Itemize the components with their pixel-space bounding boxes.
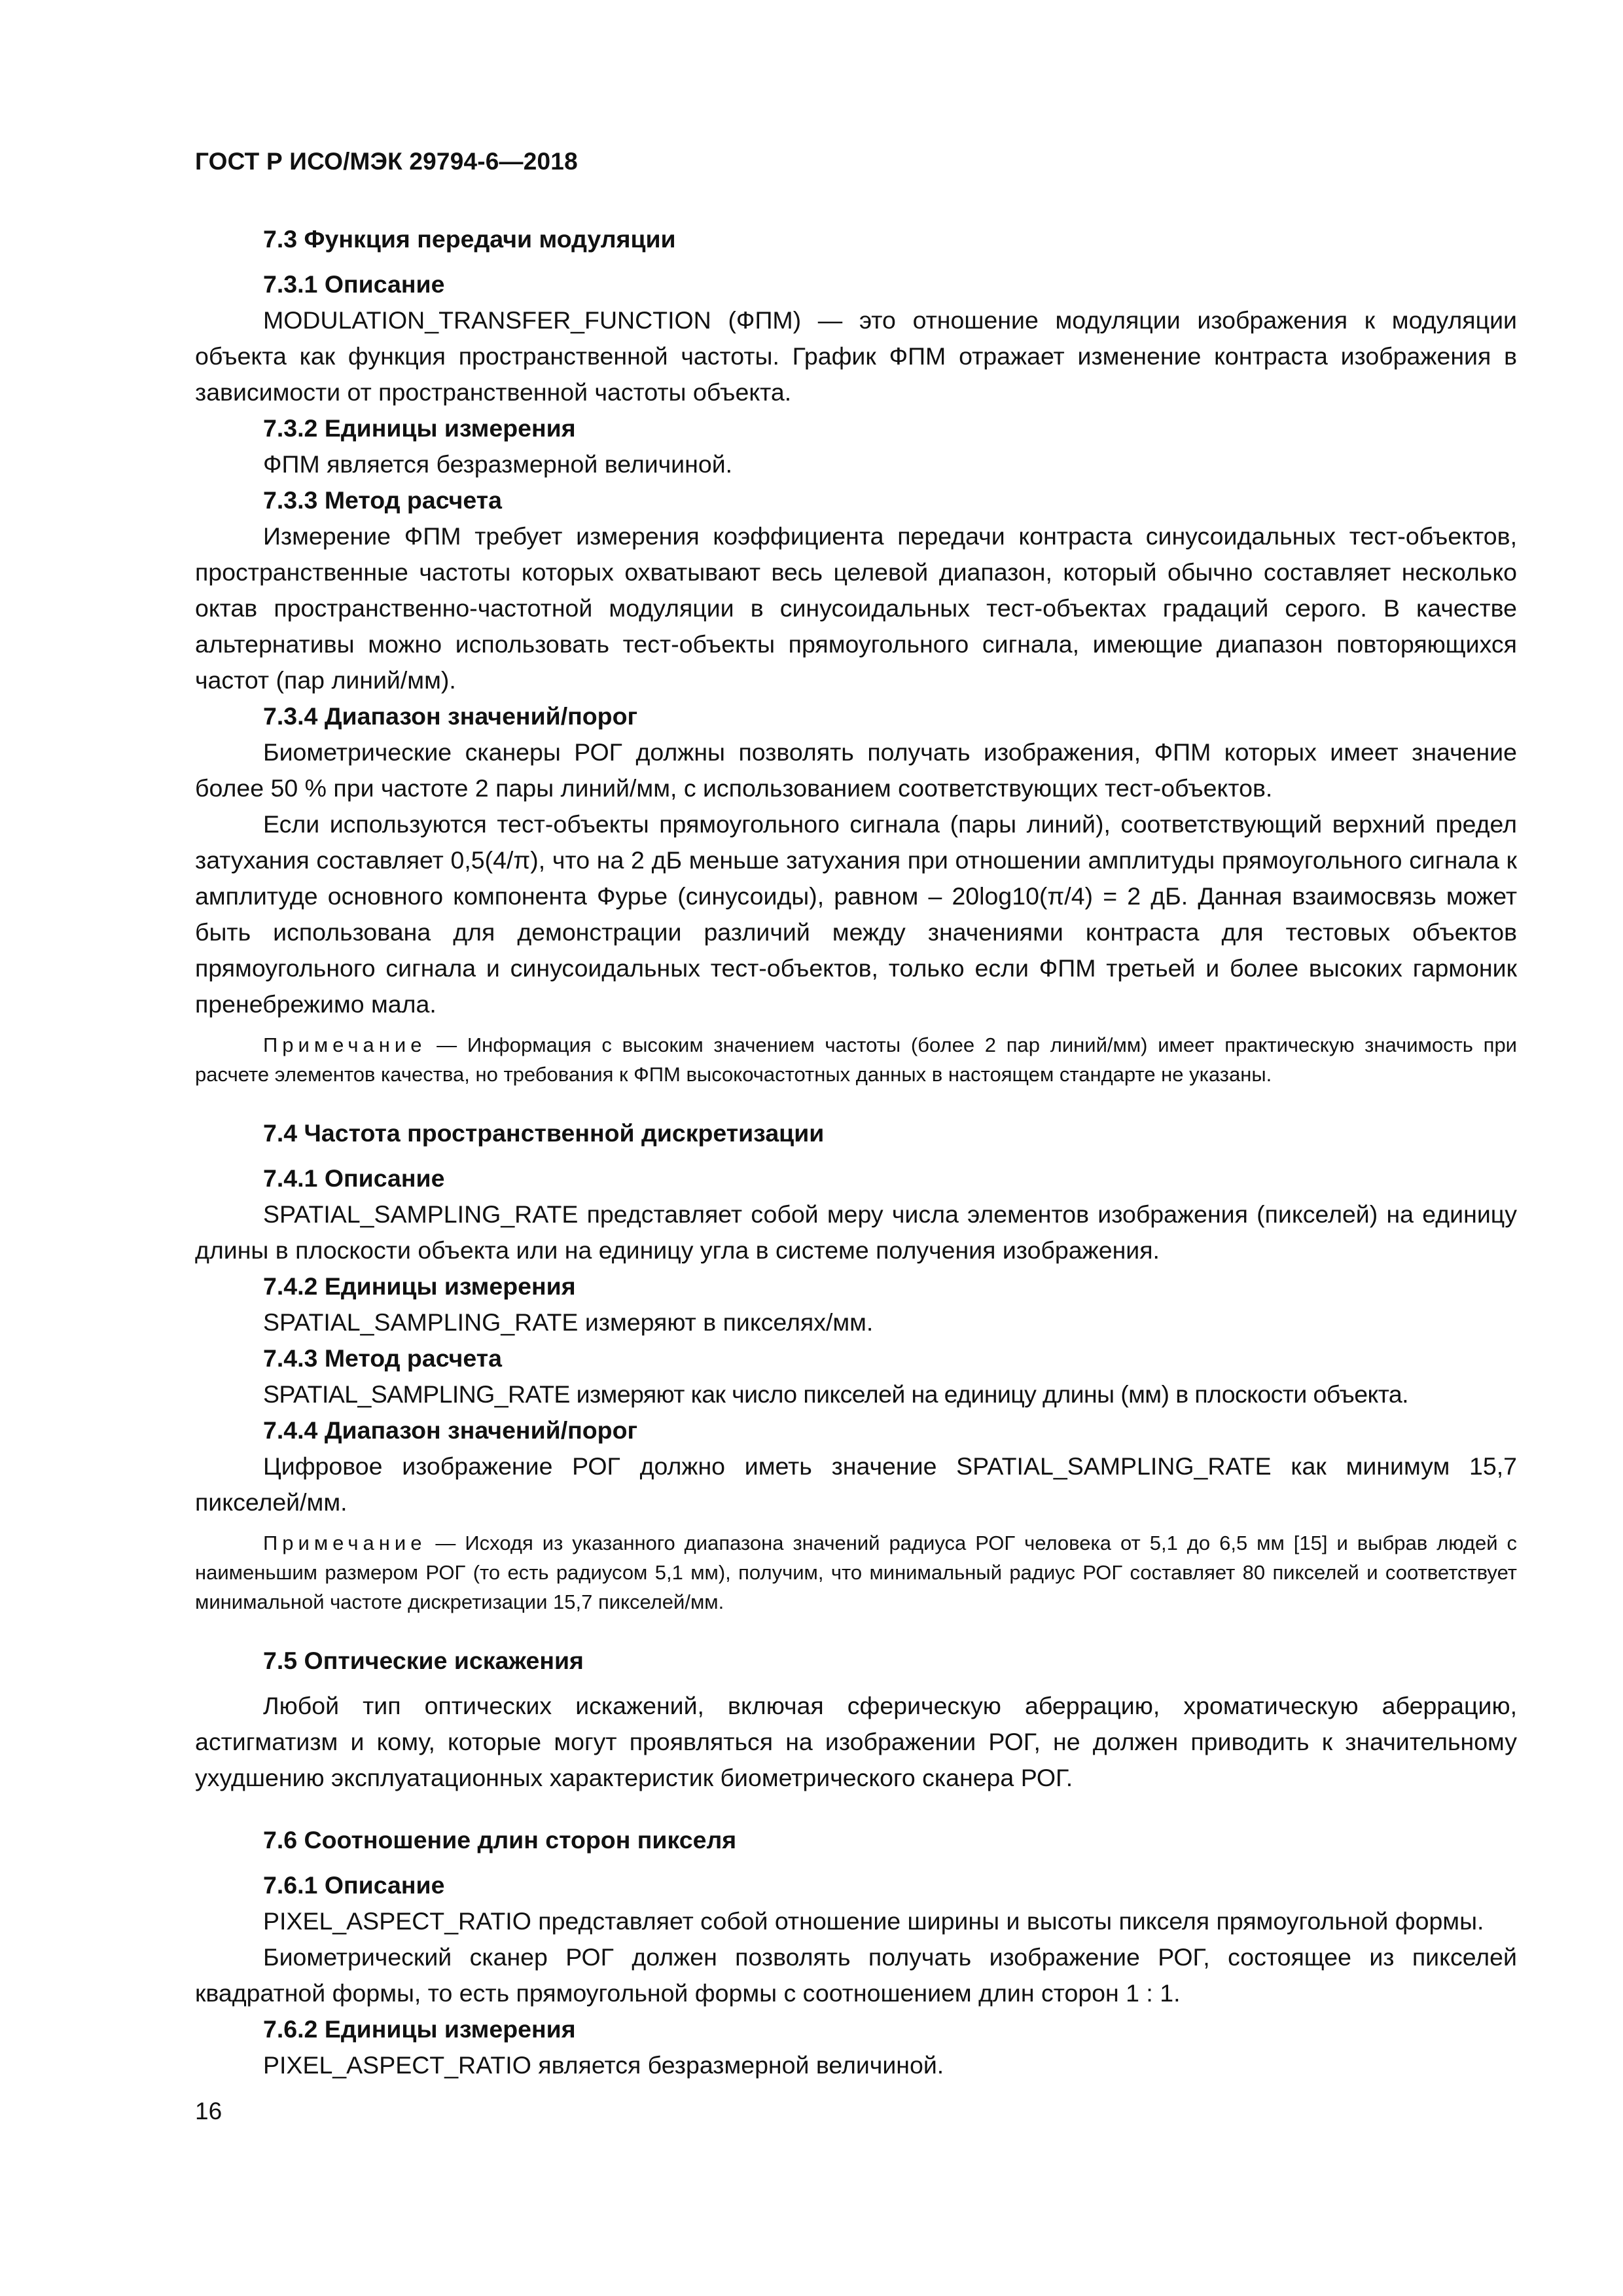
subsection-7-4-3-text: SPATIAL_SAMPLING_RATE измеряют как число пикселей на единицу длины (мм) в плоскости объекта. (263, 1380, 1408, 1408)
subsection-7-4-1-text: SPATIAL_SAMPLING_RATE представляет собой меру числа элементов изображения (пикселей) на единицу длины в плоскости объекта или на единицу угла в системе получения изображения. (195, 1200, 1517, 1264)
section-7-3-title: 7.3 Функция передачи модуляции (263, 225, 676, 253)
subsection-7-3-4-text-2: Если используются тест-объекты прямоугольного сигнала (пары линий), соответствующий верхний предел затухания составляет 0,5(4/π), что на 2 дБ меньше затухания при отношении амплитуды прямоугольного сигнала к амплитуде основного компонента Фурье (синусоиды), равном – 20log10(π/4) = 2 дБ. Данная взаимосвязь может быть использована для демонстрации различий между значениями контраста для тестовых объектов прямоугольного сигнала и синусоидальных тест-объектов, только если ФПМ третьей и более высоких гармоник пренебрежимо мала. (195, 810, 1517, 1018)
standard-header: ГОСТ Р ИСО/МЭК 29794-6—2018 (195, 148, 578, 175)
subsection-7-6-1-text-2: Биометрический сканер РОГ должен позволять получать изображение РОГ, состоящее из пикселей квадратной формы, то есть прямоугольной формы с соотношением длин сторон 1 : 1. (195, 1943, 1517, 2007)
note-label: Примечание (263, 1033, 427, 1056)
subsection-7-6-2-title: 7.6.2 Единицы измерения (263, 2015, 576, 2043)
section-7-5-text: Любой тип оптических искажений, включая сферическую аберрацию, хроматическую аберрацию, астигматизм и кому, которые могут проявляться на изображении РОГ, не должен приводить к значительному ухудшению эксплуатационных характеристик биометрического сканера РОГ. (195, 1692, 1517, 1791)
section-7-4-title: 7.4 Частота пространственной дискретизации (263, 1119, 825, 1147)
subsection-7-6-1-title: 7.6.1 Описание (263, 1871, 445, 1899)
subsection-7-3-1-title: 7.3.1 Описание (263, 270, 445, 298)
subsection-7-6-1-text-1: PIXEL_ASPECT_RATIO представляет собой отношение ширины и высоты пикселя прямоугольной формы. (263, 1907, 1484, 1935)
section-7-6-title: 7.6 Соотношение длин сторон пикселя (263, 1826, 737, 1854)
note-text: — Исходя из указанного диапазона значений радиуса РОГ человека от 5,1 до 6,5 мм [15] и выбрав людей с наименьшим размером РОГ (то есть радиусом 5,1 мм), получим, что минимальный радиус РОГ составляет 80 пикселей и соответствует минимальной частоте дискретизации 15,7 пикселей/мм. (195, 1532, 1517, 1613)
subsection-7-4-4-text: Цифровое изображение РОГ должно иметь значение SPATIAL_SAMPLING_RATE как минимум 15,7 пикселей/мм. (195, 1452, 1517, 1516)
subsection-7-4-2-text: SPATIAL_SAMPLING_RATE измеряют в пикселях/мм. (263, 1308, 874, 1336)
subsection-7-6-2-text: PIXEL_ASPECT_RATIO является безразмерной величиной. (263, 2051, 944, 2079)
note-7-4 (195, 1528, 1517, 1617)
subsection-7-3-4-title: 7.3.4 Диапазон значений/порог (263, 702, 638, 730)
subsection-7-3-4-text-1: Биометрические сканеры РОГ должны позволять получать изображения, ФПМ которых имеет значение более 50 % при частоте 2 пары линий/мм, с использованием соответствующих тест-объектов. (195, 738, 1517, 802)
note-text: — Информация с высоким значением частоты (более 2 пар линий/мм) имеет практическую значимость при расчете элементов качества, но требования к ФПМ высокочастотных данных в настоящем стандарте не указаны. (195, 1033, 1517, 1086)
subsection-7-4-1-title: 7.4.1 Описание (263, 1164, 445, 1192)
note-7-3 (195, 1030, 1517, 1089)
section-7-5-title: 7.5 Оптические искажения (263, 1647, 584, 1674)
page-number: 16 (195, 2098, 223, 2125)
subsection-7-4-4-title: 7.4.4 Диапазон значений/порог (263, 1416, 638, 1444)
subsection-7-3-3-title: 7.3.3 Метод расчета (263, 486, 502, 514)
subsection-7-3-2-title: 7.3.2 Единицы измерения (263, 414, 576, 442)
subsection-7-3-2-text: ФПМ является безразмерной величиной. (263, 450, 733, 478)
subsection-7-3-1-text: MODULATION_TRANSFER_FUNCTION (ФПМ) — это отношение модуляции изображения к модуляции объекта как функция пространственной частоты. График ФПМ отражает изменение контраста изображения в зависимости от пространственной частоты объекта. (195, 306, 1517, 406)
subsection-7-4-2-title: 7.4.2 Единицы измерения (263, 1272, 576, 1300)
subsection-7-4-3-title: 7.4.3 Метод расчета (263, 1344, 502, 1372)
subsection-7-3-3-text: Измерение ФПМ требует измерения коэффициента передачи контраста синусоидальных тест-объектов, пространственные частоты которых охватывают весь целевой диапазон, который обычно составляет несколько октав пространственно-частотной модуляции в синусоидальных тест-объектах градаций серого. В качестве альтернативы можно использовать тест-объекты прямоугольного сигнала, имеющие диапазон повторяющихся частот (пар линий/мм). (195, 522, 1517, 694)
document-body (195, 221, 1517, 2083)
note-label: Примечание (263, 1532, 427, 1554)
